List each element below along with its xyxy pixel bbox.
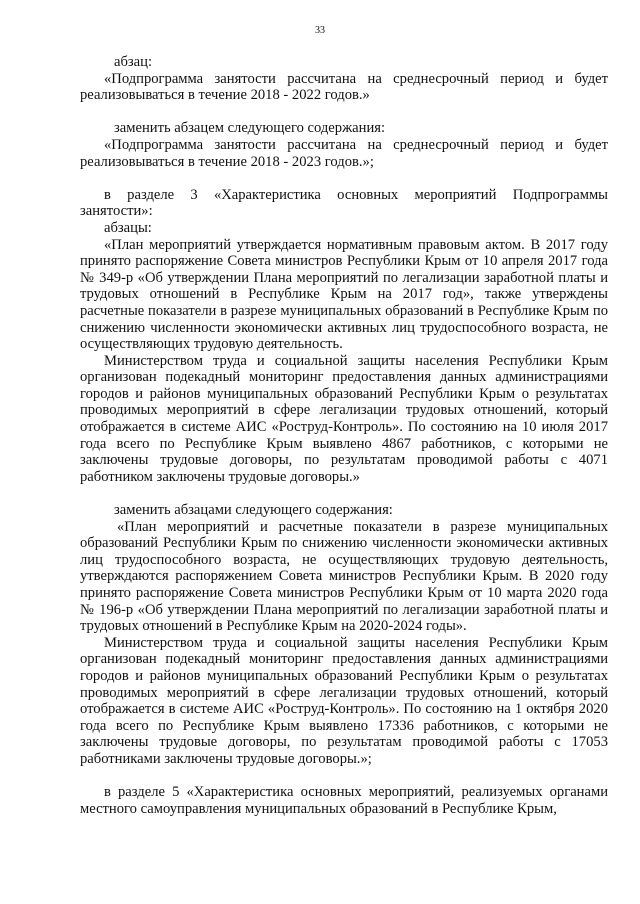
- blank-line: [80, 768, 608, 785]
- paragraph-old-monitoring: Министерством труда и социальной защиты населения Республики Крым организован подекадный мониторинг предоставления данных администрациями городов и районов муниципальных образований Республики Крым о результатах проводимых мероприятий в сфере легализации трудовых отношений, который отображается в системе АИС «Роструд-Контроль». По состоянию на 10 июля 2017 года всего по Республике Крым выявлено 4867 работников, с которыми не заключены трудовые договоры, по результатам проводимой работы с 4071 работником заключены трудовые договоры.»: [80, 352, 608, 485]
- page-number: 33: [315, 25, 325, 36]
- blank-line: [80, 170, 608, 187]
- blank-line: [80, 104, 608, 121]
- paragraph-replace-instruction-2: заменить абзацами следующего содержания:: [114, 502, 393, 519]
- blank-line: [80, 485, 608, 502]
- paragraph-section-5-heading: в разделе 5 «Характеристика основных мероприятий, реализуемых органами местного самоуправления муниципальных образований в Республике Крым,: [80, 784, 608, 817]
- paragraph-abzac-label: абзац:: [114, 54, 153, 70]
- paragraph-old-plan: «План мероприятий утверждается нормативным правовым актом. В 2017 году принято распоряжение Совета министров Республики Крым от 10 апреля 2017 года № 349-р «Об утверждении Плана мероприятий по легализации заработной платы и трудовых отношений в Республике Крым на 2017 год», также утверждены расчетные показатели в разрезе муниципальных образований в Республике Крым по снижению численности экономически активных лиц трудоспособного возраста, не осуществляющих трудовую деятельность.: [80, 236, 608, 353]
- paragraph-replace-instruction: заменить абзацем следующего содержания:: [114, 120, 386, 137]
- paragraph-new-monitoring: Министерством труда и социальной защиты населения Республики Крым организован подекадный мониторинг предоставления данных администрациями городов и районов муниципальных образований Республики Крым о результатах проводимых мероприятий в сфере легализации трудовых отношений, который отображается в системе АИС «Роструд-Контроль». По состоянию на 1 октября 2020 года всего по Республике Крым выявлено 17336 работников, с которыми не заключены трудовые договоры, по результатам проводимой работы с 17053 работниками заключены трудовые договоры.»;: [80, 634, 608, 767]
- paragraph-new-period: «Подпрограмма занятости рассчитана на среднесрочный период и будет реализовываться в течение 2018 - 2023 годов.»;: [80, 136, 608, 170]
- paragraph-old-period: «Подпрограмма занятости рассчитана на среднесрочный период и будет реализовываться в течение 2018 - 2022 годов.»: [80, 70, 608, 104]
- document-body: [80, 54, 608, 817]
- paragraph-abzacy-label: абзацы:: [104, 219, 152, 236]
- paragraph-new-plan: «План мероприятий и расчетные показатели в разрезе муниципальных образований Республики Крым по снижению численности экономически активных лиц трудоспособного возраста, не осуществляющих трудовую деятельность, утверждаются распоряжением Совета министров Республики Крым. В 2020 году принято распоряжение Совета министров Республики Крым от 10 марта 2020 года № 196-р «Об утверждении Плана мероприятий по легализации заработной платы и трудовых отношений в Республике Крым на 2020-2024 годы».: [80, 518, 608, 635]
- paragraph-section-3-heading: в разделе 3 «Характеристика основных мероприятий Подпрограммы занятости»:: [80, 186, 608, 220]
